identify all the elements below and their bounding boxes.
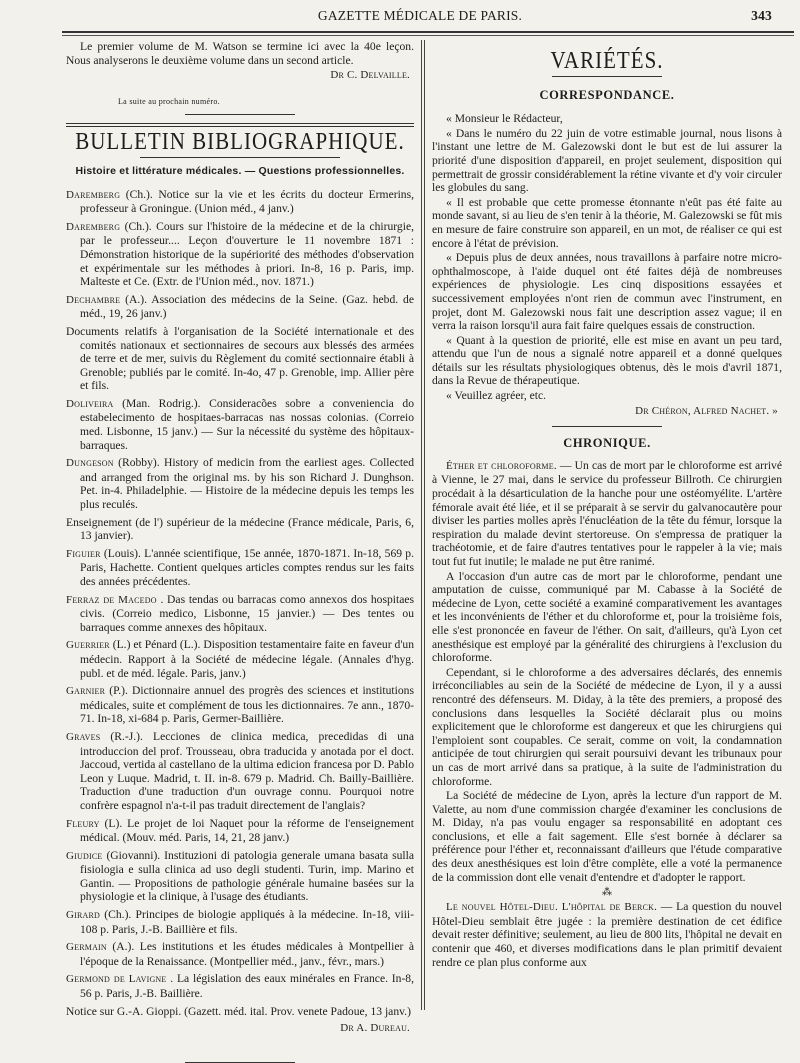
page-number: 343: [751, 8, 772, 23]
entry-author: Garnier: [66, 685, 106, 698]
entry-author: Dungeson: [66, 457, 114, 470]
chronique-title: CHRONIQUE.: [563, 436, 651, 451]
entry-text: (Louis). L'année scientifique, 15e année, 1870-1871. In-18, 569 p. Paris, Hachette. Contient quelques articles comptes rendus sur les faits des années précédentes.: [80, 546, 414, 588]
bibliography-entry: [66, 940, 414, 968]
bibliography-entry: [66, 188, 414, 216]
running-head: [60, 8, 780, 30]
entry-text: Enseignement (de l') supérieur de la médecine (France médicale, Paris, 6, 13 janvier).: [66, 515, 414, 543]
bibliography-entry: [66, 293, 414, 321]
watson-paragraph: Le premier volume de M. Watson se termine ici avec la 40e leçon. Nous analyserons le deuxième volume dans un second article.: [66, 40, 414, 67]
short-rule: [185, 114, 295, 115]
correspondance-signature: Dr Chéron, Alfred Nachet. »: [635, 404, 778, 417]
entry-author: Ferraz de Macedo: [66, 593, 157, 606]
correspondance-letter: [432, 112, 782, 402]
entry-author: Guerrier: [66, 639, 110, 652]
entry-author: Daremberg: [66, 220, 121, 233]
journal-title: GAZETTE MÉDICALE DE PARIS.: [317, 8, 523, 23]
entry-text: (Man. Rodrig.). Consideracões sobre a conveniencia do estabelecimento de hospitaes-barracas nas nossas colonias. (Correio med. Lisbonne, 15 janv.) — Sur la nécessité du système des hôpitaux-barraques.: [80, 396, 414, 452]
entry-author: Germond de Lavigne: [66, 973, 167, 986]
entry-text: (A.). Association des médecins de la Seine. (Gaz. hebd. de méd., 19, 26 janv.): [80, 292, 414, 321]
entry-text: . La législation des eaux minérales en France. In-8, 56 p. Paris, J.-B. Baillière.: [80, 972, 414, 1001]
entry-text: (L). Le projet de loi Naquet pour la réforme de l'enseignement médical. (Mouv. méd. Paris, 14, 21, 28 janv.): [80, 816, 415, 845]
bibliography-entry: [66, 972, 414, 1000]
entry-author: Girard: [66, 909, 101, 922]
entry-author: Fleury: [66, 817, 100, 830]
chronique-rule-top: [552, 426, 662, 427]
chronique-paragraph: [432, 789, 782, 884]
right-column: [432, 40, 782, 970]
paragraph-lead: Le nouvel Hôtel-Dieu. L'hôpital de Berck.: [446, 901, 658, 914]
header-rule: [62, 31, 794, 33]
chronique-paragraph: [432, 570, 782, 665]
header-rule-thin: [62, 35, 794, 36]
bibliography-entry: [66, 849, 414, 904]
varietes-rule: [552, 76, 662, 77]
bibliography-entry: [66, 1005, 414, 1019]
entry-text: (L.) et Pénard (L.). Disposition testamentaire faite en faveur d'un médecin. Rapport à la Société de médecine légale. (Annales d'hyg. publ. et de méd. légale. Paris, janv.): [80, 638, 414, 680]
entry-text: (Ch.). Principes de biologie appliqués à la médecine. In-18, viii-108 p. Paris, J.-B. Baillière et fils.: [80, 908, 414, 936]
entry-author: Germain: [66, 941, 107, 954]
paragraph-lead: Éther et chloroforme.: [446, 459, 557, 472]
bibliography-entry: [66, 684, 414, 726]
left-column: [66, 40, 414, 1063]
entry-text: (Ch.). Cours sur l'histoire de la médecine et de la chirurgie, par le professeur.... Leçon d'ouverture le 11 novembre 1871 : Démonstration historique de la supériorité des méthodes d'observation et expérimentale sur les méthodes à priori. In-8, 16 p. Paris, imp. Malteste et Ce. (Extr. de l'Union méd., nov. 1871.): [80, 219, 414, 289]
bibliography-entry: [66, 638, 414, 680]
letter-paragraph: « Monsieur le Rédacteur,: [446, 112, 563, 126]
bibliography-entry: [66, 908, 414, 936]
paragraph-text: — Un cas de mort par le chloroforme est arrivé à Vienne, le 27 mai, dans le service du professeur Billroth. Ce chirurgien procédait à la désarticulation de la hanche pour une ostéomyélite. L'artère fémorale avait été liée, et il se préparait à se servir du galvanocautère pour diviser les parties molles après l'énucléation de la tête du fémur, lorsque la respiration du malade devint stertoreuse. On s'empressa de pratiquer la trachéotomie, et de faire d'autres tentatives pour le rappeler à la vie; mais tout fut fut inutile; le malade ne put être ranimé.: [432, 458, 782, 568]
chronique-paragraph: [432, 900, 782, 969]
correspondance-title: CORRESPONDANCE.: [539, 87, 675, 102]
bibliography-entry: [66, 516, 414, 543]
entry-author: Daremberg: [66, 188, 121, 201]
paragraph-text: La Société de médecine de Lyon, après la lecture d'un rapport de M. Valette, au nom d'une commission chargée d'examiner les conclusions de M. Diday, n'a pas voulu engager sa responsabilité en adoptant ces conclusions, et elle a fait sagement. Elle s'est bornée à déclarer sa préférence pour l'éther et, reconnaissant d'ailleurs que l'étude comparative des deux anesthésiques est loin d'être complète, elle a voté la permanence de la commission dont elle venait d'entendre et d'adopter le rapport.: [432, 789, 782, 884]
entry-text: Documents relatifs à l'organisation de la Société internationale et des comités nationaux et sectionnaires de secours aux blessés des armées de terre et de mer, suivis du Règlement du comité sectionnaire établi à Grenoble; publiés par le comité. In-4o, 47 p. Grenoble, imp. Allier père et fils.: [66, 324, 414, 393]
bibliography-entry: [66, 397, 414, 452]
bibliography-entry: [66, 593, 414, 635]
entry-author: Doliveira: [66, 397, 114, 410]
entry-text: (Giovanni). Instituzioni di patologia generale umana basata sulla fisiologia e sulla clinica ad uso degli studenti. Turin, imp. Marino et Gantin. — Propositions de pathologie générale humaine basées sur la physiologie et la clinique, à l'usage des étudiants.: [80, 848, 414, 904]
bibliography-entry: [66, 817, 414, 845]
bibliography-list: [66, 188, 414, 1019]
column-divider: [421, 40, 422, 1010]
bibliography-entry: [66, 456, 414, 511]
entry-text: Notice sur G.-A. Gioppi. (Gazett. méd. ital. Prov. venete Padoue, 13 janv.): [66, 1004, 411, 1018]
paragraph-text: A l'occasion d'un autre cas de mort par le chloroforme, pendant une amputation de cuisse, communiqué par M. Cabasse à la Société de médecine de Lyon, cette société a examiné comparativement les avantages et les inconvénients de l'éther et du chloroforme et, pour la troisième fois, elle s'est prononcée en faveur de l'éther. On sait, d'ailleurs, qu'à Lyon cet anesthésique est employé par la généralité des chirurgiens à l'exclusion du chloroforme.: [432, 569, 782, 665]
paragraph-text: — La question du nouvel Hôtel-Dieu semblait être jugée : la première destination de cet édifice devait rester définitive; seulement, au lieu de 800 lits, l'hôpital ne devait en contenir que 460, et diverses modifications dans le plan primitif devaient rendre ce plan plus conforme aux: [432, 900, 782, 969]
letter-paragraph: « Quant à la question de priorité, elle est mise en avant un peu tard, attendu que l'un de nous a signalé notre appareil et a donné quelques détails sur les résultats physiologiques obtenus, dès le mois d'avril 1871, dans la Revue de thérapeutique.: [432, 333, 782, 388]
bulletin-title: BULLETIN BIBLIOGRAPHIQUE.: [75, 127, 405, 156]
continued-note: La suite au prochain numéro.: [118, 96, 220, 106]
letter-paragraph: « Depuis plus de deux années, nous travaillons à parfaire notre micro-ophthalmoscope, à l'aide duquel ont été faites déjà de nombreuses expériences de physiologie. Les cinq dispositions essayées et successivement employées n'ont rien de commun avec l'instrument, en projet, dont M. Galezowski nous fait une description assez vague; il en verra la raison lorsqu'il aura fait faire quelques essais de construction.: [432, 251, 782, 333]
paragraph-text: Cependant, si le chloroforme a des adversaires déclarés, des ennemis irréconciliables au sein de la Société de médecine de Lyon, il y a aussi rencontré des défenseurs. M. Diday, à la tête des premiers, a proposé des conclusions dans lesquelles la Société déclarait plus ou moins explicitement que le chloroforme est dangereux et que les chirurgiens qui l'emploient sont coupables. Ce serait, comme on voit, la condamnation anticipée de tout chirurgien qui serait poursuivi devant les tribunaux pour un cas de mort arrivé dans sa pratique, à la suite de l'administration du chloroforme.: [432, 665, 782, 788]
chronique-paragraph: [432, 459, 782, 569]
entry-author: Giudice: [66, 849, 103, 862]
asterism-divider: ⁂: [602, 887, 612, 899]
chronique-articles: [432, 459, 782, 969]
bulletin-subtitle: Histoire et littérature médicales. — Questions professionnelles.: [75, 164, 405, 177]
letter-paragraph: « Il est probable que cette promesse étonnante n'eût pas été faite au monde savant, si au lieu de s'en tenir à la théorie, M. Galezowski se fût mis en mesure de faire construire son appareil, en un mot, de réaliser ce qui est encore à l'état de prévision.: [432, 195, 782, 250]
chronique-paragraph: [432, 666, 782, 788]
letter-paragraph: « Veuillez agréer, etc.: [446, 389, 547, 403]
bibliography-entry: [66, 220, 414, 289]
bibliography-entry: [66, 547, 414, 589]
entry-text: . Das tendas ou barracas como annexos dos hospitaes civis. (Correio medico, Lisbonne, 15 janvier.) — Des tentes ou barraques comme annexes des hôpitaux.: [80, 592, 414, 634]
entry-author: Graves: [66, 730, 101, 743]
bibliography-entry: [66, 325, 414, 393]
delvaille-signature: Dr C. Delvaille.: [330, 69, 410, 82]
column-divider-second: [424, 40, 425, 1010]
bibliography-entry: [66, 730, 414, 813]
dureau-signature: Dr A. Dureau.: [340, 1022, 410, 1035]
entry-author: Figuier: [66, 547, 101, 560]
varietes-title: VARIÉTÉS.: [550, 46, 664, 74]
entry-text: (P.). Dictionnaire annuel des progrès des sciences et institutions médicales, suite et complément de tous les dictionnaires. 7e ann., 1870-71. In-18, xi-684 p. Paris, Germer-Baillière.: [80, 684, 414, 726]
title-rule: [140, 157, 340, 158]
entry-text: (A.). Les institutions et les études médicales à Montpellier à l'époque de la Renaissance. (Montpellier méd., janv., févr., mars.): [80, 940, 414, 968]
entry-author: Dechambre: [66, 293, 121, 306]
entry-text: (R.-J.). Lecciones de clinica medica, precedidas di una introduccion del prof. Trousseau, obra traducida y anotada por el doct. Jaccoud, vertida al castellano de la ultima edicion francesa por D. Pablo Leon y Luque. Madrid, t. II. in-8. 679 p. Madrid. Ch. Bailly-Baillière. Traduction d'une traduction d'un ouvrage connu. Pourquoi notre confrère espagnol n'a-t-il pas traduit directement de l'anglais?: [80, 729, 414, 812]
entry-text: (Robby). History of medicin from the earliest ages. Collected and arranged from the original ms. by his son Richard J. Dunghson. Pet. in-4. Philadelphie. — Histoire de la médecine depuis les temps les plus reculés.: [80, 456, 414, 512]
entry-text: (Ch.). Notice sur la vie et les écrits du docteur Ermerins, professeur à Groningue. (Union méd., 4 janv.): [80, 187, 414, 216]
letter-paragraph: « Dans le numéro du 22 juin de votre estimable journal, nous lisons à l'instant une lettre de M. Galezowski dont le but est de lui assurer la priorité d'une disposition d'appareil, en projet seulement, disposition qui permettrait de grossir considérablement la rétine vivante et d'y voir circuler les globules du sang.: [432, 126, 782, 195]
